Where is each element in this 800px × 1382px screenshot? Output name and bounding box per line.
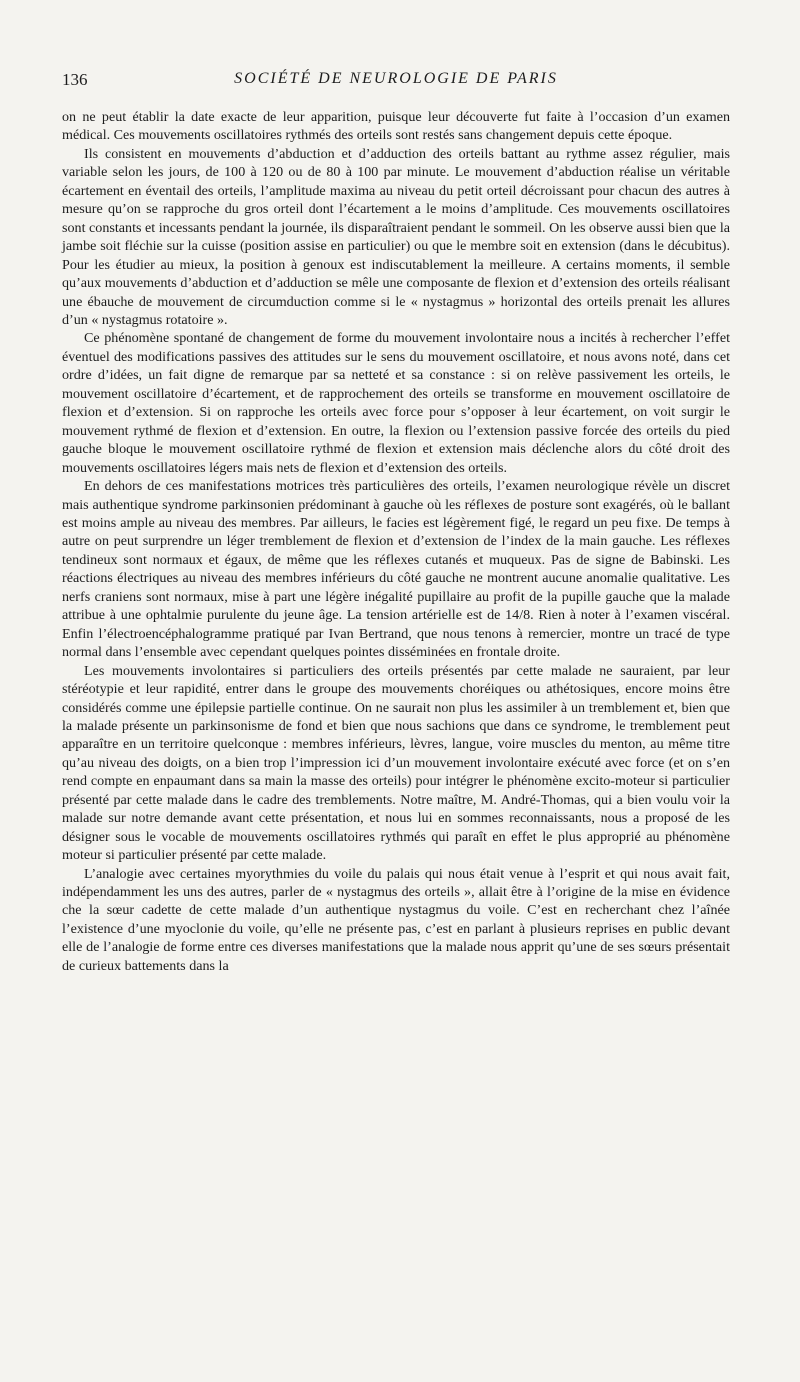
paragraph-continued: on ne peut établir la date exacte de leur apparition, puisque leur découverte fut faite à l’occasion d’un examen médical. Ces mouvements oscillatoires rythmés des orteils sont restés sans changement depuis cette époque. — [62, 109, 730, 144]
journal-page — [62, 70, 730, 1370]
journal-title: SOCIÉTÉ DE NEUROLOGIE DE PARIS — [234, 70, 558, 87]
paragraph: En dehors de ces manifestations motrices très particulières des orteils, l’examen neurologique révèle un discret mais authentique syndrome parkinsonien prédominant à gauche où les réflexes de posture sont exagérés, où le ballant est moins ample au niveau des membres. Par ailleurs, le facies est légèrement figé, le regard un peu fixe. De temps à autre on peut surprendre un léger tremblement de flexion et d’extension de l’index de la main gauche. Les réflexes tendineux sont normaux et égaux, de même que les réflexes cutanés et muqueux. Pas de signe de Babinski. Les réactions électriques au niveau des membres inférieurs du côté gauche ne montrent aucune anomalie qualitative. Les nerfs craniens sont normaux, mise à part une légère inégalité pupillaire au profit de la pupille gauche que la malade attribue à une ophtalmie purulente du jeune âge. La tension artérielle est de 14/8. Rien à noter à l’examen viscéral. Enfin l’électroencéphalogramme pratiqué par Ivan Bertrand, que nous tenons à remercier, montre un tracé de type normal dans l’ensemble avec cependant quelques pointes disséminées en frontale droite. — [62, 478, 730, 661]
paragraph: L’analogie avec certaines myorythmies du voile du palais qui nous était venue à l’esprit et qui nous avait fait, indépendamment les uns des autres, parler de « nystagmus des orteils », allait être à l’origine de la mise en évidence che la sœur cadette de cette malade d’un authentique nystagmus du voile. C’est en recherchant chez l’aînée l’existence d’une myoclonie du voile, qu’elle ne présente pas, c’est en parlant à plusieurs reprises en public devant elle de l’analogie de forme entre ces diverses manifestations que la malade nous apprit qu’une de ses sœurs présentait de curieux battements dans la — [62, 865, 730, 974]
running-head — [62, 70, 730, 96]
paragraph: Ils consistent en mouvements d’abduction et d’adduction des orteils battant au rythme assez régulier, mais variable selon les jours, de 100 à 120 ou de 80 à 100 par minute. Le mouvement d’abduction réalise un véritable écartement en éventail des orteils, l’amplitude maxima au niveau du petit orteil décroissant pour chacun des autres à mesure qu’on se rapproche du gros orteil dont l’écartement a le moins d’amplitude. Ces mouvements oscillatoires sont constants et incessants pendant la journée, ils disparaîtraient pendant le sommeil. On les observe aussi bien que la jambe soit fléchie sur la cuisse (position assise en particulier) ou que le membre soit en extension (dans le décubitus). Pour les étudier au mieux, la position à genoux est indiscutablement la meilleure. A certains moments, il semble qu’aux mouvements d’abduction et d’adduction se mêle une composante de flexion et d’extension des orteils réalisant une ébauche de mouvement de circumduction comme si le « nystagmus » horizontal des orteils prenait les allures d’un « nystagmus rotatoire ». — [62, 145, 730, 328]
paragraph: Les mouvements involontaires si particuliers des orteils présentés par cette malade ne sauraient, par leur stéréotypie et leur rapidité, entrer dans le groupe des mouvements choréiques ou athétosiques, encore moins être considérés comme une épilepsie partielle continue. On ne saurait non plus les assimiler à un tremblement et, bien que la malade présente un parkinsonisme de fond et bien que nous sachions que dans ce syndrome, le tremblement peut apparaître en un territoire quelconque : membres inférieurs, lèvres, langue, voire muscles du menton, au même titre qu’au niveau des doigts, on a bien trop l’impression ici d’un mouvement involontaire exécuté avec force (et on s’en rend compte en enpaumant dans sa main la masse des orteils) pour intégrer le phénomène excito-moteur si particulier présenté par cette malade dans le cadre des tremblements. Notre maître, M. André-Thomas, qui a bien voulu voir la malade sur notre demande avant cette présentation, et nous lui en sommes reconnaissants, nous a proposé de les désigner sous le vocable de mouvements oscillatoires rythmés qui paraît en effet le plus approprié au phénomène moteur si particulier présenté par cette malade. — [62, 662, 730, 864]
paragraph: Ce phénomène spontané de changement de forme du mouvement involontaire nous a incités à rechercher l’effet éventuel des modifications passives des attitudes sur le sens du mouvement oscillatoire, et nous avons noté, dans cet ordre d’idées, un fait digne de remarque par sa netteté et sa constance : si on relève passivement les orteils, le mouvement oscillatoire d’écartement, et de rapprochement des orteils se transforme en mouvement oscillatoire de flexion et d’extension. Si on rapproche les orteils avec force pour s’opposer à leur écartement, on voit surgir le mouvement rythmé de flexion et d’extension. En outre, la flexion ou l’extension passive forcée des orteils du pied gauche bloque le mouvement oscillatoire rythmé de flexion et extension mais déclenche alors du côté droit des mouvements oscillatoires légers mais nets de flexion et d’extension des orteils. — [62, 330, 730, 476]
article-body — [62, 108, 730, 975]
page-number: 136 — [62, 70, 88, 89]
